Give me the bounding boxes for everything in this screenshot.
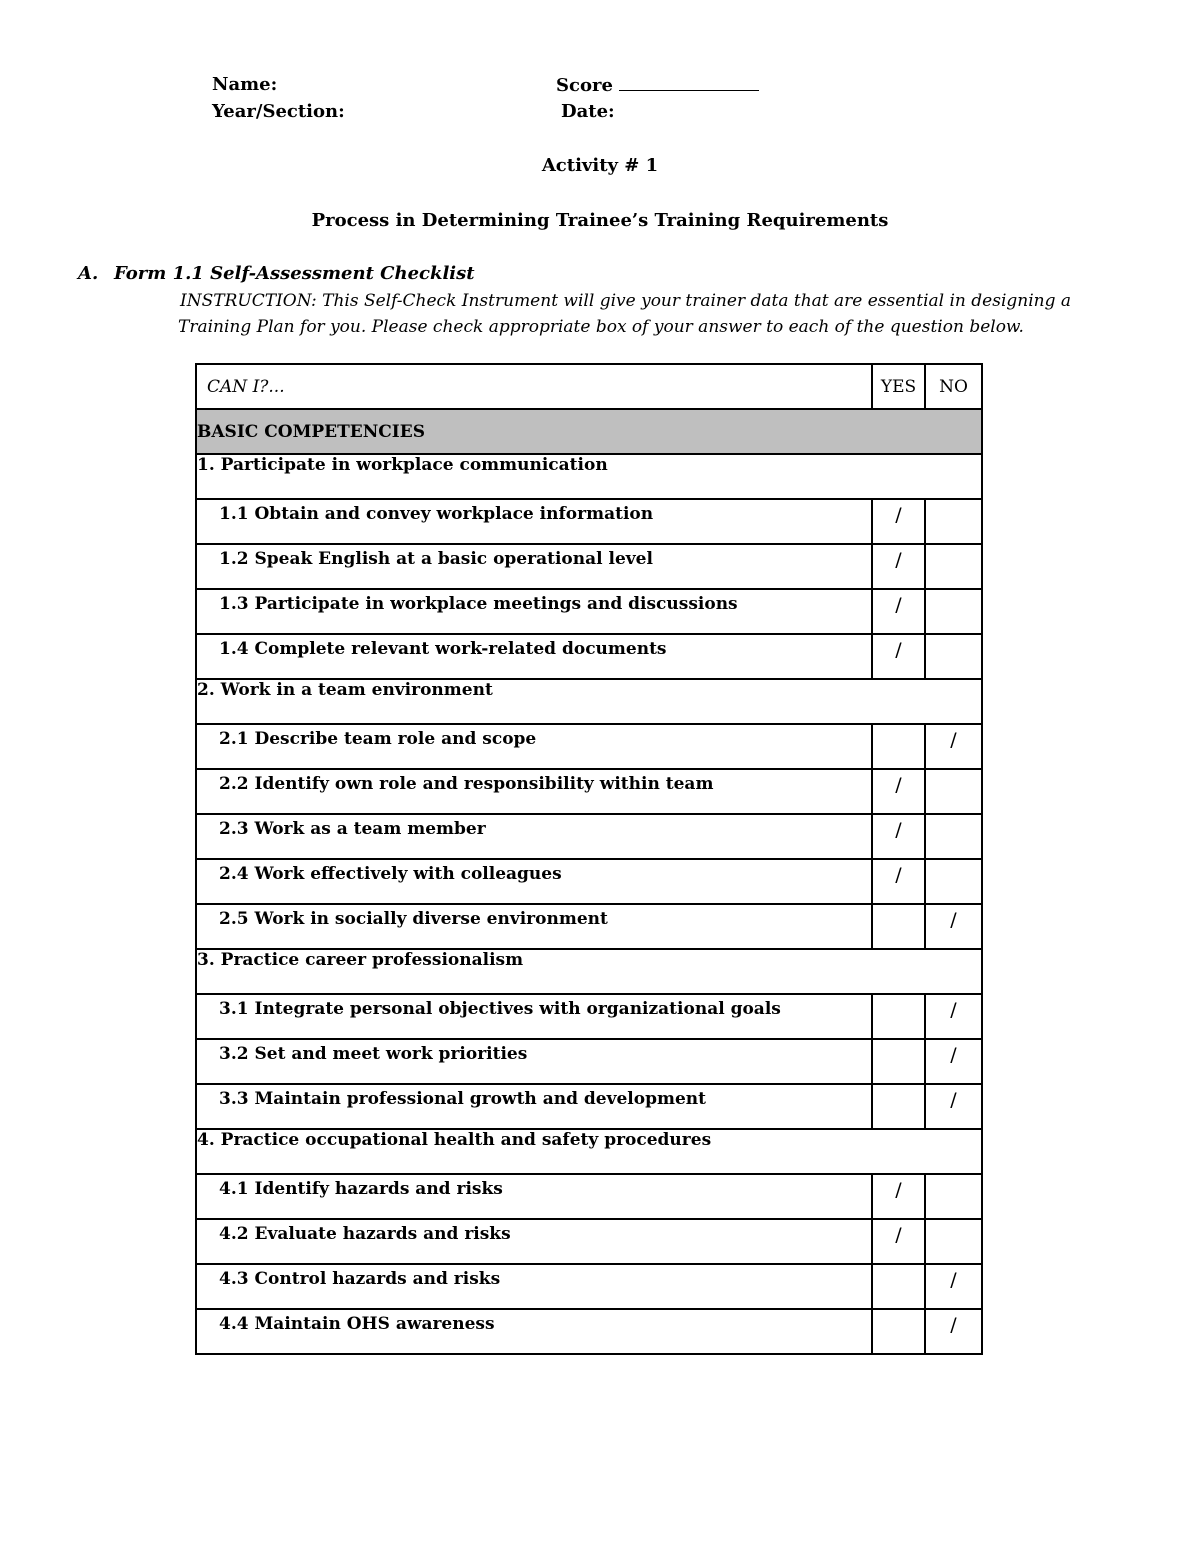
competency-group-title: 1. Participate in workplace communication [196, 454, 982, 499]
score-blank-line [619, 74, 759, 91]
table-row [196, 634, 982, 679]
no-checkbox[interactable] [925, 1174, 982, 1219]
column-header-no: NO [925, 364, 982, 409]
category-row [196, 409, 982, 454]
yes-checkbox[interactable]: / [872, 589, 925, 634]
skill-label: 2.3 Work as a team member [196, 814, 872, 859]
skill-label: 2.2 Identify own role and responsibility within team [196, 769, 872, 814]
year-section-label: Year/Section: [212, 101, 345, 122]
skill-label: 1.2 Speak English at a basic operational level [196, 544, 872, 589]
yes-checkbox[interactable]: / [872, 634, 925, 679]
column-header-yes: YES [872, 364, 925, 409]
competency-group-title: 3. Practice career professionalism [196, 949, 982, 994]
table-row [196, 1264, 982, 1309]
no-checkbox[interactable] [925, 634, 982, 679]
no-checkbox[interactable]: / [925, 994, 982, 1039]
no-checkbox[interactable]: / [925, 1084, 982, 1129]
section-heading [78, 263, 475, 285]
no-checkbox[interactable] [925, 1219, 982, 1264]
table-row [196, 904, 982, 949]
skill-label: 2.4 Work effectively with colleagues [196, 859, 872, 904]
yes-checkbox[interactable]: / [872, 499, 925, 544]
skill-label: 3.1 Integrate personal objectives with organizational goals [196, 994, 872, 1039]
skill-label: 1.3 Participate in workplace meetings and discussions [196, 589, 872, 634]
skill-label: 1.4 Complete relevant work-related documents [196, 634, 872, 679]
skill-label: 2.5 Work in socially diverse environment [196, 904, 872, 949]
yes-checkbox[interactable] [872, 1264, 925, 1309]
name-label: Name: [212, 74, 278, 95]
section-letter: A. [78, 263, 99, 284]
table-row [196, 994, 982, 1039]
yes-checkbox[interactable]: / [872, 814, 925, 859]
no-checkbox[interactable]: / [925, 724, 982, 769]
competency-group-title: 2. Work in a team environment [196, 679, 982, 724]
section-title: Form 1.1 Self-Assessment Checklist [114, 263, 475, 284]
self-assessment-table [195, 363, 983, 1355]
skill-label: 3.2 Set and meet work priorities [196, 1039, 872, 1084]
yes-checkbox[interactable] [872, 1039, 925, 1084]
skill-label: 2.1 Describe team role and scope [196, 724, 872, 769]
competency-group-row [196, 949, 982, 994]
category-label: BASIC COMPETENCIES [196, 409, 982, 454]
skill-label: 3.3 Maintain professional growth and development [196, 1084, 872, 1129]
table-row [196, 859, 982, 904]
activity-title: Activity # 1 [541, 155, 659, 176]
table-row [196, 1309, 982, 1354]
score-label: Score [556, 75, 613, 96]
no-checkbox[interactable] [925, 544, 982, 589]
competency-group-row [196, 454, 982, 499]
no-checkbox[interactable] [925, 499, 982, 544]
yes-checkbox[interactable]: / [872, 1219, 925, 1264]
table-row [196, 1039, 982, 1084]
yes-checkbox[interactable]: / [872, 859, 925, 904]
no-checkbox[interactable]: / [925, 1039, 982, 1084]
yes-checkbox[interactable]: / [872, 544, 925, 589]
instruction-line-2: Training Plan for you. Please check appropriate box of your answer to each of the question below. [178, 317, 1024, 337]
skill-label: 4.2 Evaluate hazards and risks [196, 1219, 872, 1264]
competency-group-title: 4. Practice occupational health and safety procedures [196, 1129, 982, 1174]
document-subtitle: Process in Determining Trainee’s Training Requirements [311, 210, 889, 231]
yes-checkbox[interactable] [872, 724, 925, 769]
competency-group-row [196, 1129, 982, 1174]
skill-label: 1.1 Obtain and convey workplace information [196, 499, 872, 544]
score-field [556, 74, 759, 97]
table-row [196, 1219, 982, 1264]
skill-label: 4.4 Maintain OHS awareness [196, 1309, 872, 1354]
skill-label: 4.3 Control hazards and risks [196, 1264, 872, 1309]
no-checkbox[interactable] [925, 859, 982, 904]
yes-checkbox[interactable] [872, 1084, 925, 1129]
table-row [196, 769, 982, 814]
table-row [196, 544, 982, 589]
table-row [196, 814, 982, 859]
yes-checkbox[interactable] [872, 994, 925, 1039]
yes-checkbox[interactable]: / [872, 1174, 925, 1219]
table-row [196, 499, 982, 544]
yes-checkbox[interactable] [872, 1309, 925, 1354]
no-checkbox[interactable]: / [925, 904, 982, 949]
column-header-skill: CAN I?... [196, 364, 872, 409]
no-checkbox[interactable] [925, 814, 982, 859]
instruction-line-1: INSTRUCTION: This Self-Check Instrument will give your trainer data that are essential in designing a [180, 291, 1072, 311]
table-row [196, 1174, 982, 1219]
no-checkbox[interactable] [925, 589, 982, 634]
skill-label: 4.1 Identify hazards and risks [196, 1174, 872, 1219]
no-checkbox[interactable] [925, 769, 982, 814]
table-row [196, 1084, 982, 1129]
yes-checkbox[interactable]: / [872, 769, 925, 814]
table-row [196, 724, 982, 769]
competency-group-row [196, 679, 982, 724]
date-label: Date: [561, 101, 615, 122]
no-checkbox[interactable]: / [925, 1264, 982, 1309]
table-row [196, 589, 982, 634]
no-checkbox[interactable]: / [925, 1309, 982, 1354]
yes-checkbox[interactable] [872, 904, 925, 949]
table-header-row [196, 364, 982, 409]
